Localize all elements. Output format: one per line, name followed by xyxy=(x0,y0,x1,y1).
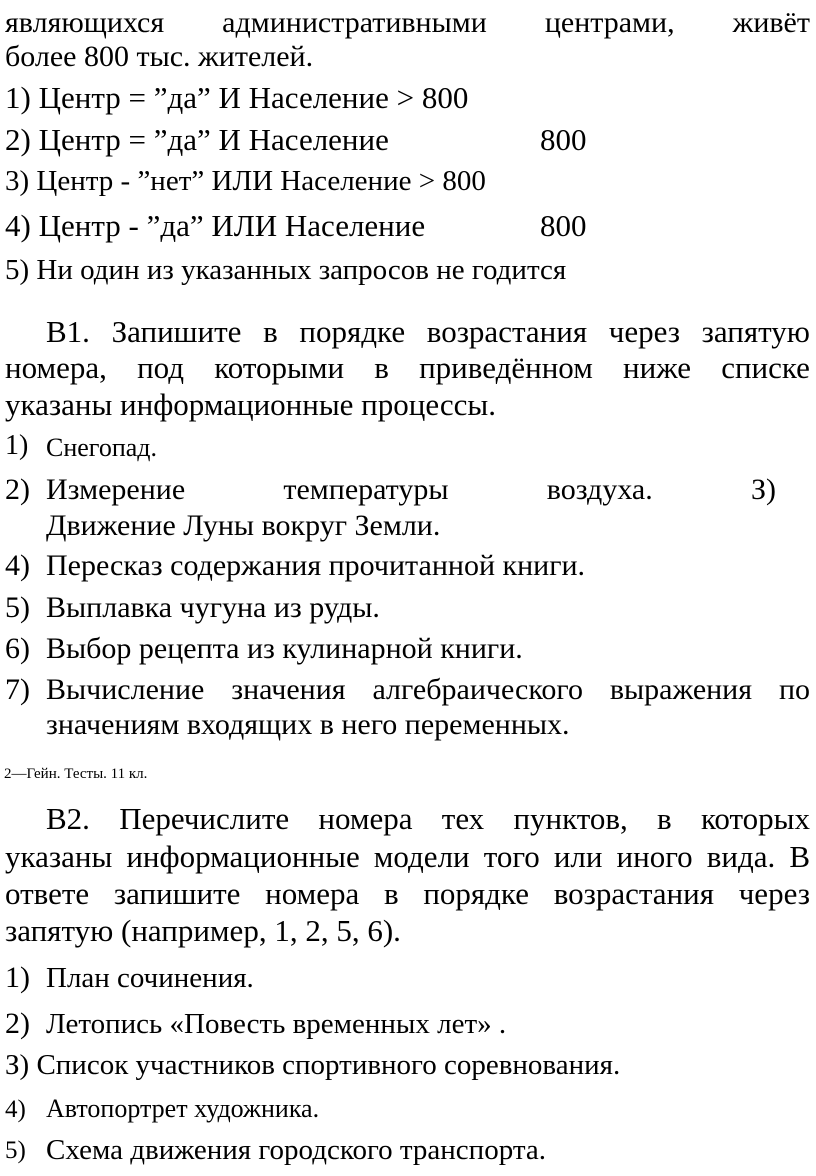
word: списке xyxy=(721,350,810,385)
word: номера xyxy=(318,801,413,836)
word: запишите xyxy=(113,876,241,911)
word: ниже xyxy=(623,350,691,385)
b1-item-7-number: 7) xyxy=(5,673,30,706)
word: Вычисление xyxy=(46,673,205,706)
word: З) xyxy=(750,473,776,506)
word: алгебраического xyxy=(372,673,583,706)
b1-item-5-text: Выплавка чугуна из руды. xyxy=(46,591,380,624)
b2-item-2-number: 2) xyxy=(5,1007,30,1040)
b1-item-6-text: Выбор рецепта из кулинарной книги. xyxy=(46,632,523,665)
b1-line-3: указаны информационные процессы. xyxy=(5,387,496,422)
option-text: Ни один из указанных запросов не годится xyxy=(36,254,567,286)
word: В2. xyxy=(46,801,90,836)
b2-item-2-text: Летопись «Повесть временных лет» . xyxy=(46,1008,507,1040)
option-1 xyxy=(5,82,468,113)
word: в xyxy=(383,876,399,911)
continuation-line-1 xyxy=(5,8,810,38)
b2-item-5-number: 5) xyxy=(5,1137,26,1164)
option-number: 1) xyxy=(5,80,31,115)
option-text: Центр = ”да” И Население > 800 xyxy=(38,80,469,115)
b1-line-2 xyxy=(5,352,810,383)
b2-item-4-text: Автопортрет художника. xyxy=(46,1094,320,1123)
b2-line-4: запятую (например, 1, 2, 5, 6). xyxy=(5,913,401,948)
word: возрастания xyxy=(553,876,715,911)
option-5 xyxy=(5,256,566,285)
option-2 xyxy=(5,124,389,155)
continuation-line-2: более 800 тыс. жителей. xyxy=(5,40,314,73)
b1-item-2-continuation: Движение Луны вокруг Земли. xyxy=(46,509,441,542)
word: Измерение xyxy=(46,473,186,506)
b2-item-4-number: 4) xyxy=(5,1096,26,1123)
b2-item-1-text: План сочинения. xyxy=(46,962,254,994)
b1-item-7-continuation: значениям входящих в него переменных. xyxy=(46,708,570,741)
option-number: 3) xyxy=(5,165,30,197)
word: запятую xyxy=(701,314,810,349)
option-4-value: 800 xyxy=(540,208,587,243)
option-text: Центр - ”да” ИЛИ Население xyxy=(38,208,426,243)
word: под xyxy=(137,350,185,385)
word: выражения xyxy=(609,673,753,706)
word: температуры xyxy=(283,473,449,506)
item-number: З) xyxy=(5,1049,30,1081)
word: возрастания xyxy=(426,314,588,349)
b2-line-3 xyxy=(5,878,810,909)
b1-item-2-text xyxy=(46,475,776,505)
word: В1. xyxy=(46,314,90,349)
word: Перечислите xyxy=(119,801,290,836)
word: которыми xyxy=(214,350,345,385)
word: через xyxy=(738,876,810,911)
option-text: Центр - ”нет” ИЛИ Население > 800 xyxy=(36,165,486,197)
page-footer-note: 2—Гейн. Тесты. 11 кл. xyxy=(4,766,148,782)
word: живёт xyxy=(732,6,810,39)
word: приведённом xyxy=(419,350,593,385)
option-2-value: 800 xyxy=(540,122,587,157)
word: которых xyxy=(700,801,810,836)
word: ответе xyxy=(5,876,90,911)
word: значения xyxy=(231,673,346,706)
option-number: 5) xyxy=(5,254,30,286)
b1-item-4-text: Пересказ содержания прочитанной книги. xyxy=(46,549,586,582)
b2-line-1 xyxy=(46,803,810,834)
word: через xyxy=(608,314,680,349)
b1-item-1-number: 1) xyxy=(5,430,29,461)
word: номера, xyxy=(5,350,107,385)
option-3 xyxy=(5,167,486,196)
option-4 xyxy=(5,210,425,241)
b1-item-2-number: 2) xyxy=(5,473,30,506)
b1-line-1 xyxy=(46,316,810,347)
b2-item-5-text: Схема движения городского транспорта. xyxy=(46,1134,546,1166)
word: в xyxy=(374,350,389,385)
word: порядке xyxy=(299,314,406,349)
option-text: Центр = ”да” И Население xyxy=(38,122,389,157)
b1-item-4-number: 4) xyxy=(5,549,30,582)
word: центрами, xyxy=(544,6,675,39)
b2-item-1-number: 1) xyxy=(5,961,30,994)
word: пунктов, xyxy=(513,801,628,836)
b2-item-3 xyxy=(5,1051,620,1080)
option-number: 2) xyxy=(5,122,31,157)
b1-item-7-text xyxy=(46,675,810,705)
word: Запишите xyxy=(111,314,242,349)
item-text: Список участников спортивного соревнования. xyxy=(36,1049,621,1081)
word: в xyxy=(657,801,672,836)
word: по xyxy=(778,673,810,706)
word: тех xyxy=(441,801,485,836)
word: в xyxy=(263,314,278,349)
word: воздуха. xyxy=(546,473,653,506)
b1-item-1-text: Снегопад. xyxy=(46,433,157,462)
b1-item-5-number: 5) xyxy=(5,591,30,624)
b2-line-2: указаны информационные модели того или иного вида. В xyxy=(5,839,810,874)
word: порядке xyxy=(423,876,529,911)
option-number: 4) xyxy=(5,208,31,243)
b1-item-6-number: 6) xyxy=(5,632,30,665)
word: номера xyxy=(265,876,360,911)
word: административными xyxy=(222,6,487,39)
word: являющихся xyxy=(5,6,165,39)
